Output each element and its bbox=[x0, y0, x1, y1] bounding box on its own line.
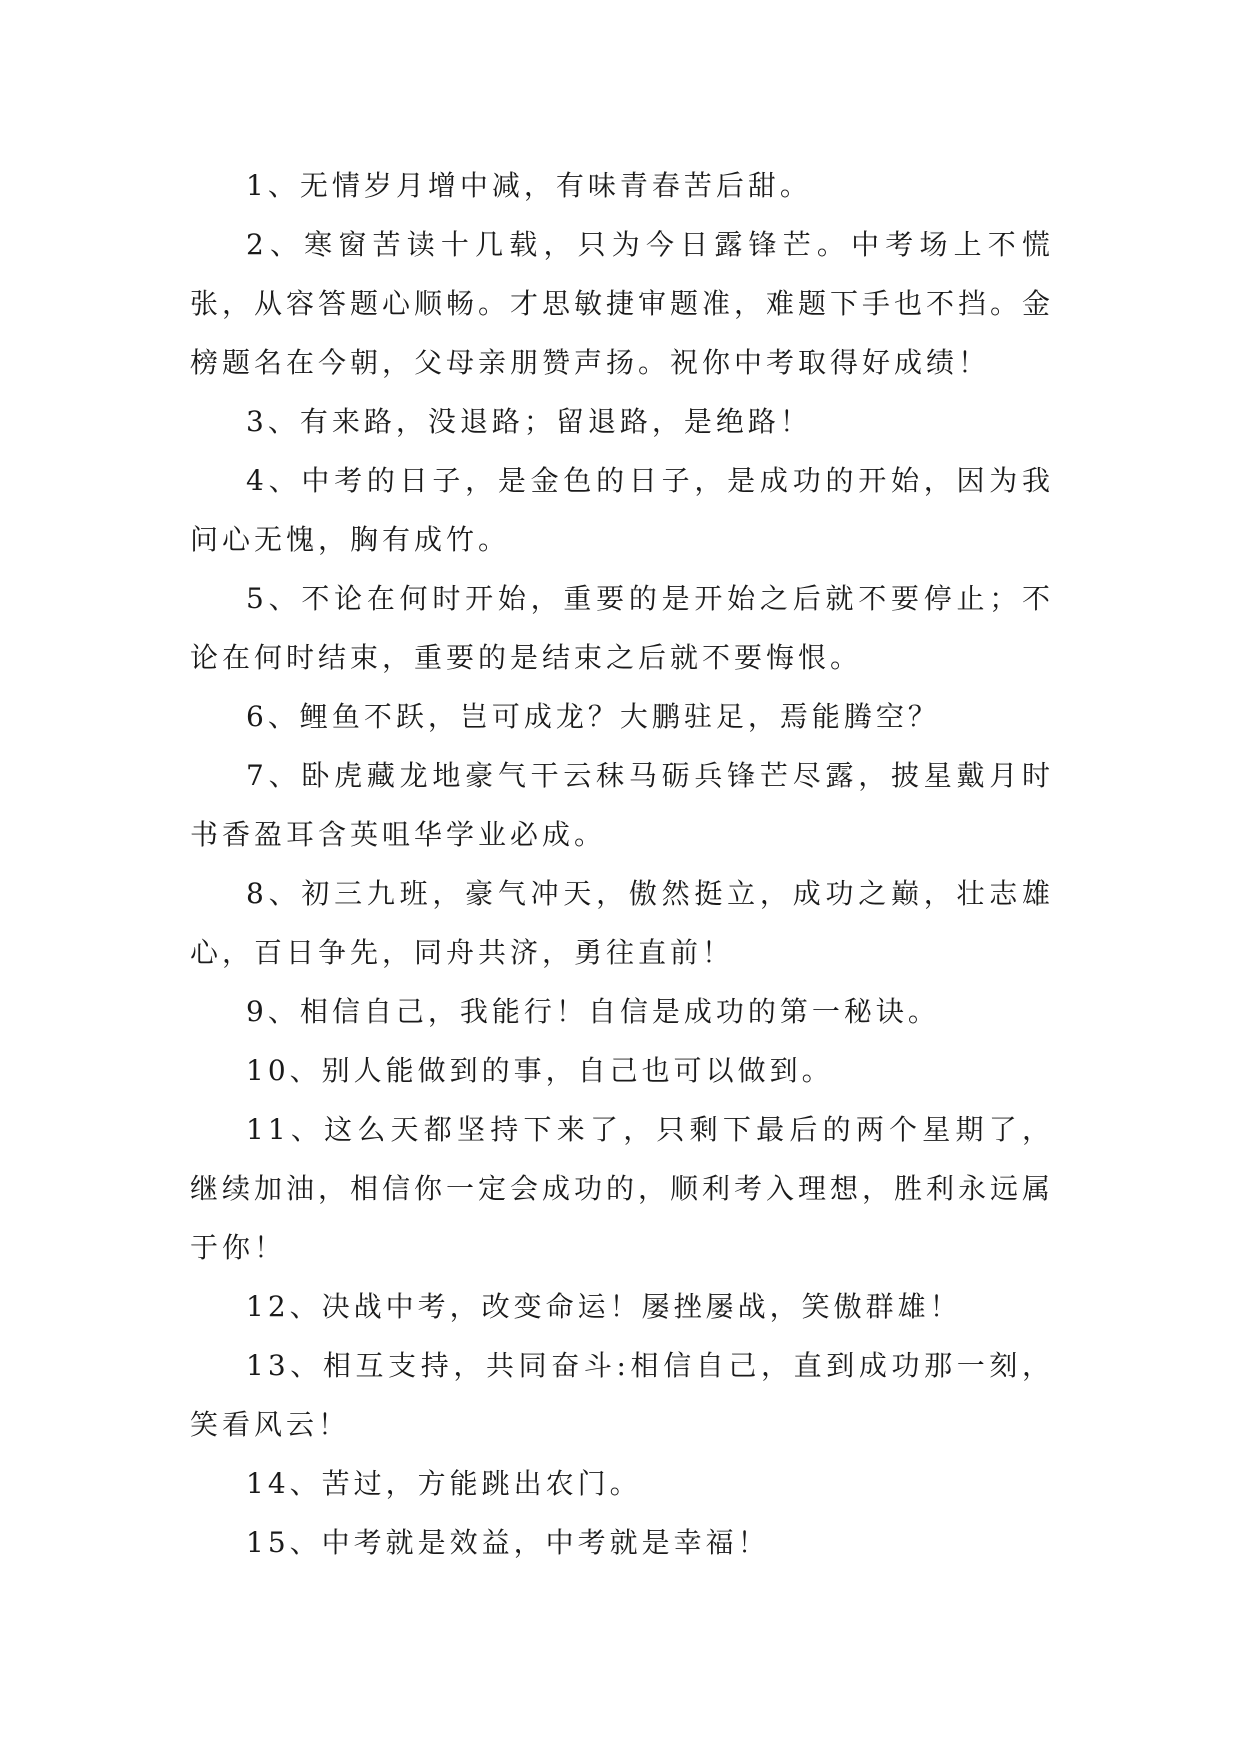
document-body bbox=[190, 156, 1054, 1572]
paragraph-3: 3、有来路，没退路；留退路，是绝路！ bbox=[246, 405, 812, 438]
paragraph-2: 2、寒窗苦读十几载，只为今日露锋芒。中考场上不慌张，从容答题心顺畅。才思敏捷审题准，难题下手也不挡。金榜题名在今朝，父母亲朋赞声扬。祝你中考取得好成绩！ bbox=[190, 228, 1055, 379]
paragraph-9: 9、相信自己，我能行！自信是成功的第一秘诀。 bbox=[246, 995, 940, 1028]
paragraph-13: 13、相互支持，共同奋斗:相信自己，直到成功那一刻，笑看风云！ bbox=[190, 1349, 1054, 1441]
paragraph-6: 6、鲤鱼不跃，岂可成龙？大鹏驻足，焉能腾空？ bbox=[246, 700, 940, 733]
paragraph-10: 10、别人能做到的事，自己也可以做到。 bbox=[246, 1054, 834, 1087]
paragraph-5: 5、不论在何时开始，重要的是开始之后就不要停止；不论在何时结束，重要的是结束之后就不要悔恨。 bbox=[190, 582, 1054, 674]
paragraph-4: 4、中考的日子，是金色的日子，是成功的开始，因为我问心无愧，胸有成竹。 bbox=[190, 464, 1054, 556]
paragraph-1: 1、无情岁月增中减，有味青春苦后甜。 bbox=[246, 169, 812, 202]
paragraph-11: 11、这么天都坚持下来了，只剩下最后的两个星期了，继续加油，相信你一定会成功的，顺利考入理想，胜利永远属于你！ bbox=[190, 1113, 1055, 1264]
paragraph-7: 7、卧虎藏龙地豪气干云秣马砺兵锋芒尽露，披星戴月时书香盈耳含英咀华学业必成。 bbox=[190, 759, 1054, 851]
paragraph-14: 14、苦过，方能跳出农门。 bbox=[246, 1467, 642, 1500]
paragraph-8: 8、初三九班，豪气冲天，傲然挺立，成功之巅，壮志雄心，百日争先，同舟共济，勇往直前！ bbox=[190, 877, 1054, 969]
paragraph-15: 15、中考就是效益，中考就是幸福！ bbox=[246, 1526, 770, 1559]
paragraph-12: 12、决战中考，改变命运！屡挫屡战，笑傲群雄！ bbox=[246, 1290, 962, 1323]
